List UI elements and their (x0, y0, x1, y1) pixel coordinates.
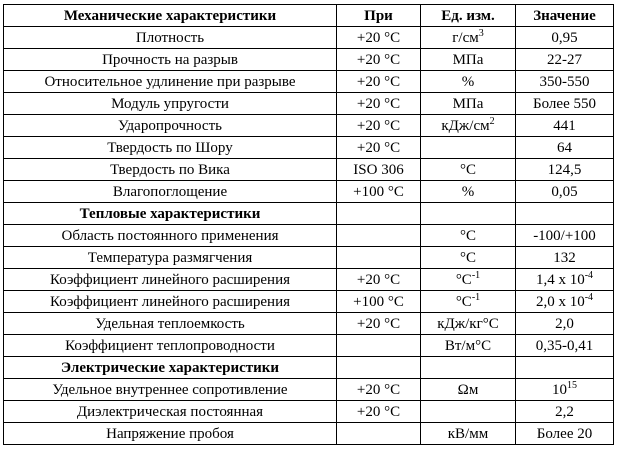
cell-value: 2,0 x $10^{-4}$ (516, 291, 614, 313)
cell-condition: +20 °C (337, 137, 421, 159)
cell-condition: +20 °C (337, 401, 421, 423)
cell-condition (337, 247, 421, 269)
cell-value: Более 20 (516, 423, 614, 445)
table-row (4, 137, 614, 159)
cell-condition: +20 °C (337, 71, 421, 93)
cell-value: 1,4 x $10^{-4}$ (516, 269, 614, 291)
cell-unit: % (421, 71, 516, 93)
cell-unit: $^\circ C^{-1}$ (421, 269, 516, 291)
cell-unit (421, 203, 516, 225)
cell-condition: +100 °C (337, 181, 421, 203)
section-row-electrical (4, 357, 614, 379)
cell-value: 2,0 (516, 313, 614, 335)
cell-condition: +20 °C (337, 313, 421, 335)
cell-value: -100/+100 (516, 225, 614, 247)
cell-name: Модуль упругости (4, 93, 337, 115)
section-title-thermal: Тепловые характеристики (4, 203, 337, 225)
cell-value: 0,05 (516, 181, 614, 203)
cell-value (516, 357, 614, 379)
cell-condition: +100 °C (337, 291, 421, 313)
table-row (4, 401, 614, 423)
cell-condition (337, 335, 421, 357)
cell-unit: кВ/мм (421, 423, 516, 445)
cell-value: 350-550 (516, 71, 614, 93)
cell-condition (337, 225, 421, 247)
cell-name: Диэлектрическая постоянная (4, 401, 337, 423)
cell-name: Удельная теплоемкость (4, 313, 337, 335)
cell-value: 2,2 (516, 401, 614, 423)
cell-value: 22-27 (516, 49, 614, 71)
cell-condition: ISO 306 (337, 159, 421, 181)
cell-name: Область постоянного применения (4, 225, 337, 247)
cell-name: Твердость по Шору (4, 137, 337, 159)
table-row (4, 49, 614, 71)
table-row (4, 93, 614, 115)
properties-table (3, 4, 614, 445)
cell-unit: $^\circ C^{-1}$ (421, 291, 516, 313)
table-row (4, 423, 614, 445)
cell-name: Коэффициент линейного расширения (4, 291, 337, 313)
cell-condition: +20 °C (337, 379, 421, 401)
cell-unit: МПа (421, 93, 516, 115)
cell-condition: +20 °C (337, 269, 421, 291)
table-row (4, 225, 614, 247)
table-row (4, 27, 614, 49)
table-row (4, 159, 614, 181)
cell-value (516, 203, 614, 225)
cell-value: 132 (516, 247, 614, 269)
cell-value: 64 (516, 137, 614, 159)
cell-unit: °C (421, 159, 516, 181)
table-row (4, 247, 614, 269)
table-row (4, 291, 614, 313)
table-row (4, 313, 614, 335)
cell-name: Ударопрочность (4, 115, 337, 137)
cell-name: Относительное удлинение при разрыве (4, 71, 337, 93)
cell-name: Прочность на разрыв (4, 49, 337, 71)
table-row (4, 269, 614, 291)
cell-name: Плотность (4, 27, 337, 49)
cell-unit: $г/см^3$ (421, 27, 516, 49)
section-title-electrical: Электрические характеристики (4, 357, 337, 379)
cell-condition: +20 °C (337, 93, 421, 115)
table-row (4, 379, 614, 401)
cell-value: 0,35-0,41 (516, 335, 614, 357)
cell-unit: Вт/м°C (421, 335, 516, 357)
cell-condition (337, 357, 421, 379)
cell-value: Более 550 (516, 93, 614, 115)
header-condition: При (337, 5, 421, 27)
cell-unit: % (421, 181, 516, 203)
cell-unit (421, 357, 516, 379)
cell-value: 124,5 (516, 159, 614, 181)
table-row (4, 71, 614, 93)
cell-name: Коэффициент линейного расширения (4, 269, 337, 291)
header-mechanical: Механические характеристики (4, 5, 337, 27)
cell-name: Напряжение пробоя (4, 423, 337, 445)
cell-unit: МПа (421, 49, 516, 71)
header-value: Значение (516, 5, 614, 27)
table-header-row (4, 5, 614, 27)
section-row-thermal (4, 203, 614, 225)
cell-condition: +20 °C (337, 27, 421, 49)
cell-unit: Ωм (421, 379, 516, 401)
table-row (4, 181, 614, 203)
cell-name: Удельное внутреннее сопротивление (4, 379, 337, 401)
cell-unit: °C (421, 247, 516, 269)
cell-name: Влагопоглощение (4, 181, 337, 203)
table-row (4, 335, 614, 357)
cell-value: 0,95 (516, 27, 614, 49)
cell-condition (337, 203, 421, 225)
cell-value: $10^{15}$ (516, 379, 614, 401)
cell-condition: +20 °C (337, 49, 421, 71)
cell-unit (421, 401, 516, 423)
cell-name: Твердость по Вика (4, 159, 337, 181)
cell-name: Коэффициент теплопроводности (4, 335, 337, 357)
cell-unit (421, 137, 516, 159)
cell-condition (337, 423, 421, 445)
cell-unit: кДж/кг°C (421, 313, 516, 335)
table-row (4, 115, 614, 137)
cell-condition: +20 °C (337, 115, 421, 137)
header-unit: Ед. изм. (421, 5, 516, 27)
cell-value: 441 (516, 115, 614, 137)
cell-name: Температура размягчения (4, 247, 337, 269)
cell-unit: кДж/$см^2$ (421, 115, 516, 137)
cell-unit: °C (421, 225, 516, 247)
